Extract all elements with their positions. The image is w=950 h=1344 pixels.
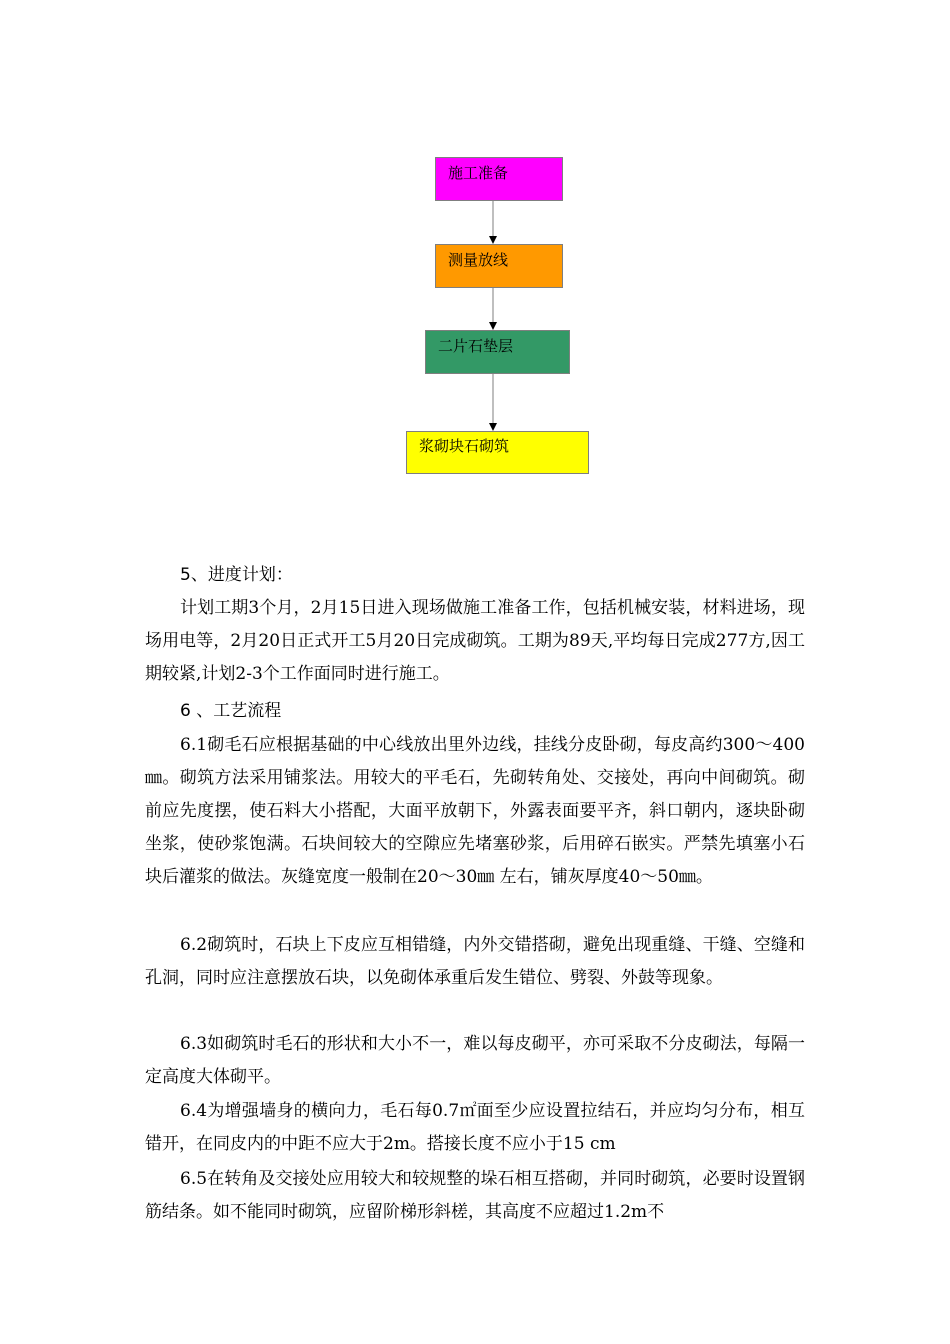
- flow-step-label: 施工准备: [448, 164, 509, 182]
- flow-step-survey: [435, 244, 563, 288]
- section-6-3-paragraph: 6.3如砌筑时毛石的形状和大小不一，难以每皮砌平，亦可采取不分皮砌法，每隔一定高度大体砌平。: [145, 1034, 805, 1087]
- flow-arrow: [488, 374, 498, 431]
- flow-step-label: 测量放线: [448, 251, 509, 269]
- flow-step-cushion: [425, 330, 570, 374]
- section-6-heading: 6 、工艺流程: [180, 701, 282, 721]
- section-6-5-paragraph: 6.5在转角及交接处应用较大和较规整的垛石相互搭砌，并同时砌筑，必要时设置钢筋结条。如不能同时砌筑，应留阶梯形斜槎，其高度不应超过1.2m不: [145, 1169, 805, 1222]
- flow-step-label: 二片石垫层: [438, 337, 514, 355]
- flow-step-label: 浆砌块石砌筑: [419, 437, 510, 455]
- section-6-2-paragraph: 6.2砌筑时，石块上下皮应互相错缝，内外交错搭砌，避免出现重缝、干缝、空缝和孔洞，同时应注意摆放石块，以免砌体承重后发生错位、劈裂、外鼓等现象。: [145, 935, 805, 988]
- flow-step-masonry: [406, 431, 589, 474]
- section-6-4-paragraph: 6.4为增强墙身的横向力，毛石每0.7㎡面至少应设置拉结石，并应均匀分布，相互错开，在同皮内的中距不应大于2m。搭接长度不应小于15 cm: [145, 1101, 805, 1154]
- flow-arrow: [488, 201, 498, 244]
- section-5-heading: 5、进度计划：: [180, 565, 293, 585]
- flow-arrow: [488, 288, 498, 330]
- section-5-paragraph: 计划工期3个月，2月15日进入现场做施工准备工作，包括机械安装，材料进场，现场用电等，2月20日正式开工5月20日完成砌筑。工期为89天,平均每日完成277方,因工期较紧,计划2-3个工作面同时进行施工。: [145, 598, 806, 684]
- flow-step-prepare: [435, 157, 563, 201]
- section-6-1-paragraph: 6.1砌毛石应根据基础的中心线放出里外边线，挂线分皮卧砌，每皮高约300～400㎜。砌筑方法采用铺浆法。用较大的平毛石，先砌转角处、交接处，再向中间砌筑。砌前应先度摆，使石料大小搭配，大面平放朝下，外露表面要平齐，斜口朝内，逐块卧砌坐浆，使砂浆饱满。石块间较大的空隙应先堵塞砂浆，后用碎石嵌实。严禁先填塞小石块后灌浆的做法。灰缝宽度一般制在20～30㎜ 左右，铺灰厚度40～50㎜。: [145, 735, 805, 887]
